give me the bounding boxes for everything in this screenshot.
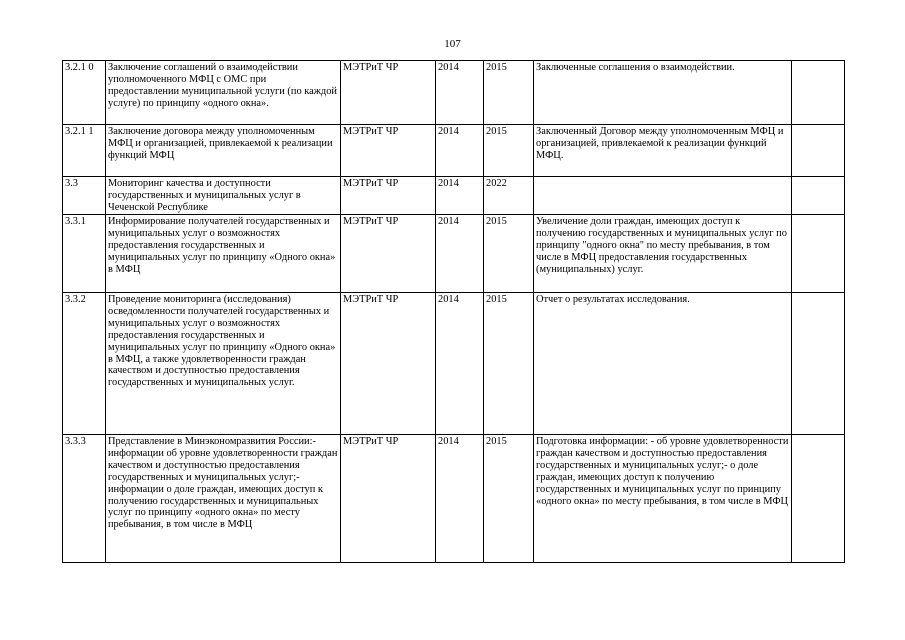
row-number: 3.2.1 1 [63,125,106,177]
row-number: 3.3.1 [63,215,106,293]
activity-cell: Проведение мониторинга (исследования) осведомленности получателей государственных и муниципальных услуг о возможностях предоставления государственных и муниципальных услуг по принципу «Одного окна» в МФЦ, а также удовлетворенности граждан качеством и доступностью предоставления государственных и муниципальных услуг. [106,293,341,435]
start-year-cell: 2014 [436,215,484,293]
row-number: 3.3.3 [63,435,106,563]
executor-cell: МЭТРиТ ЧР [341,125,436,177]
table-row [63,125,845,177]
activity-cell: Мониторинг качества и доступности государственных и муниципальных услуг в Чеченской Республике [106,177,341,215]
result-cell [534,177,792,215]
start-year-cell: 2014 [436,435,484,563]
executor-cell: МЭТРиТ ЧР [341,215,436,293]
result-cell: Подготовка информации: - об уровне удовлетворенности граждан качеством и доступностью предоставления государственных и муниципальных услуг;- о доле граждан, имеющих доступ к получению государственных и муниципальных услуг по принципу «одного окна» по месту пребывания, в том числе в МФЦ [534,435,792,563]
end-year-cell: 2015 [484,125,534,177]
activity-cell: Представление в Минэкономразвития России:- информации об уровне удовлетворенности граждан качеством и доступностью предоставления государственных и муниципальных услуг;- информации о доле граждан, имеющих доступ к получению государственных и муниципальных услуг по принципу «одного окна» по месту пребывания, в том числе в МФЦ [106,435,341,563]
activity-cell: Заключение договора между уполномоченным МФЦ и организацией, привлекаемой к реализации функций МФЦ [106,125,341,177]
start-year-cell: 2014 [436,177,484,215]
activities-table [62,60,845,563]
row-number: 3.3 [63,177,106,215]
end-year-cell: 2015 [484,215,534,293]
end-year-cell: 2022 [484,177,534,215]
extra-cell [792,293,845,435]
start-year-cell: 2014 [436,61,484,125]
end-year-cell: 2015 [484,435,534,563]
extra-cell [792,125,845,177]
executor-cell: МЭТРиТ ЧР [341,61,436,125]
page-number: 107 [444,38,461,50]
start-year-cell: 2014 [436,125,484,177]
table-row [63,215,845,293]
activity-cell: Информирование получателей государственных и муниципальных услуг о возможностях предоставления государственных и муниципальных услуг по принципу «Одного окна» в МФЦ [106,215,341,293]
extra-cell [792,215,845,293]
result-cell: Отчет о результатах исследования. [534,293,792,435]
result-cell: Заключенные соглашения о взаимодействии. [534,61,792,125]
table-row [63,293,845,435]
table-row [63,435,845,563]
extra-cell [792,177,845,215]
end-year-cell: 2015 [484,61,534,125]
executor-cell: МЭТРиТ ЧР [341,435,436,563]
executor-cell: МЭТРиТ ЧР [341,177,436,215]
row-number: 3.3.2 [63,293,106,435]
extra-cell [792,61,845,125]
result-cell: Увеличение доли граждан, имеющих доступ к получению государственных и муниципальных услуг по принципу "одного окна" по месту пребывания, в том числе в МФЦ предоставления государственных (муниципальных) услуг. [534,215,792,293]
start-year-cell: 2014 [436,293,484,435]
extra-cell [792,435,845,563]
table-row [63,61,845,125]
row-number: 3.2.1 0 [63,61,106,125]
table-row [63,177,845,215]
result-cell: Заключенный Договор между уполномоченным МФЦ и организацией, привлекаемой к реализации функций МФЦ. [534,125,792,177]
activity-cell: Заключение соглашений о взаимодействии уполномоченного МФЦ с ОМС при предоставлении муниципальной услуги (по каждой услуге) по принципу «одного окна». [106,61,341,125]
end-year-cell: 2015 [484,293,534,435]
executor-cell: МЭТРиТ ЧР [341,293,436,435]
